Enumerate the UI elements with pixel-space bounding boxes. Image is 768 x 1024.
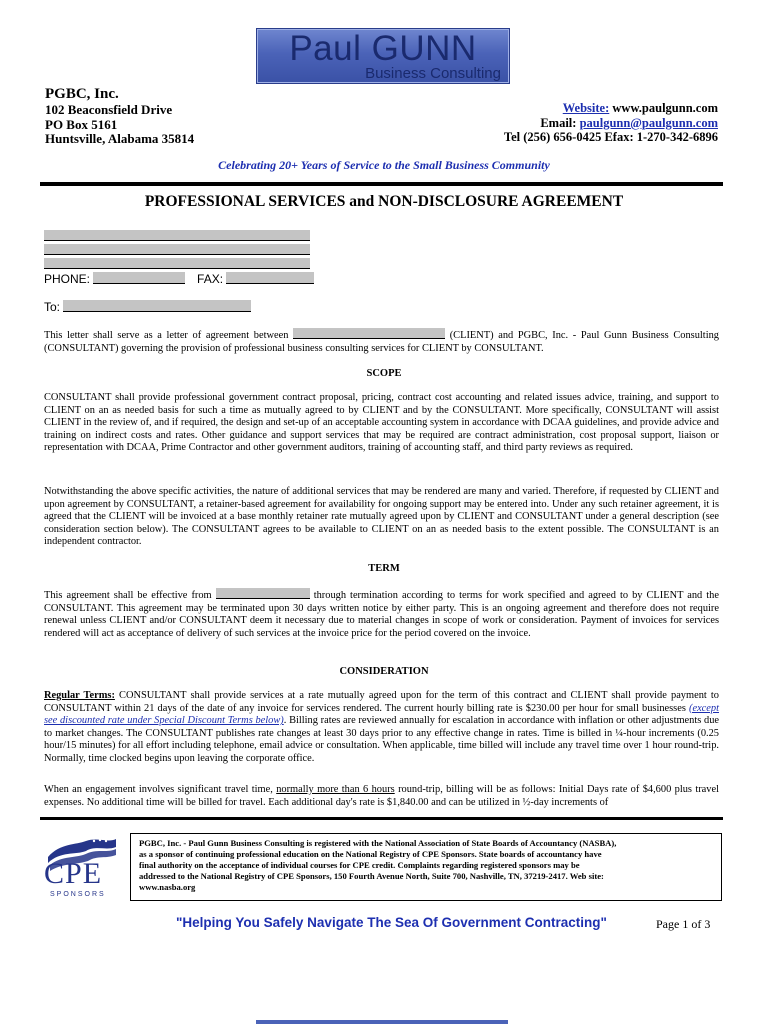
email-row — [504, 116, 718, 131]
travel-hours-underlined: normally more than 6 hours — [276, 784, 395, 795]
address-block — [45, 86, 194, 147]
scope-paragraph-1: CONSULTANT shall provide professional government contract proposal, pricing, contract cost accounting and related issues advice, training, and support to CLIENT on an as needed basis for such a time as mutually agreed to by CLIENT and by the CONSULTANT. More specifically, CONSULTANT will assist CLIENT in the review of, and if required, the design and set-up of an acceptable accounting system in accordance with DCAA guidelines, and provide advice and training on indirect costs and rates. Other guidance and support services that may be required are contract administration, cost proposal support, liaison or representation with DCAA, Prime Contractor and other government auditors, training of accounting staff, and third party reviews as required. — [44, 392, 719, 454]
phone-label: PHONE: — [44, 272, 91, 286]
website-link[interactable]: www.paulgunn.com — [612, 101, 718, 115]
address-line-3: Huntsville, Alabama 35814 — [45, 131, 195, 146]
website-label: Website: — [562, 101, 610, 115]
contact-block — [504, 101, 718, 145]
effective-date-field[interactable] — [216, 588, 310, 599]
website-row — [504, 101, 718, 116]
consideration-text-2b: round-trip, billing will be as follows: Initial Days rate of $4,600 plus travel expenses. No additional time will be billed for travel. Each additional day's rate is $1,840.00 and can be utilized in ½-day increments of — [44, 784, 719, 808]
phone-field[interactable] — [93, 272, 185, 284]
document-title: PROFESSIONAL SERVICES and NON-DISCLOSURE AGREEMENT — [144, 193, 624, 210]
term-paragraph — [44, 588, 719, 640]
consideration-paragraph-2 — [44, 784, 719, 809]
intro-paragraph — [44, 328, 719, 355]
to-label: To: — [44, 300, 61, 314]
email-link[interactable]: paulgunn@paulgunn.com — [579, 115, 718, 130]
footer-divider — [40, 817, 723, 820]
header-divider — [40, 182, 723, 186]
consideration-text-1a: CONSULTANT shall provide services at a rate mutually agreed upon for the term of this contract and CLIENT shall provide payment to CONSULTANT within 21 days of the date of any invoice for services rendered. The current hourly billing rate is $230.00 per hour for small businesses — [44, 690, 719, 714]
client-name-field[interactable] — [44, 230, 310, 241]
intro-text-before: This letter shall serve as a letter of agreement between — [44, 330, 289, 341]
client-name-inline-field[interactable] — [293, 328, 445, 339]
consideration-paragraph-1 — [44, 690, 719, 766]
phone-fax-line — [44, 272, 314, 286]
company-name: PGBC, Inc. — [45, 86, 119, 102]
consideration-text-1b: . Billing rates are reviewed annually for escalation in accordance with inflation or other adjustments due to market changes. The CONSULTANT publishes rate changes at least 30 days prior to any effective change in rates. Time is billed in ¼-hour increments (0.25 hour/15 minutes) for all effort including telephone, email advice or consultation. When applicable, time billed will include any travel time over 1 hour round-trip. Normally, time clocked begins upon leaving the corporate office. — [44, 715, 720, 764]
footer-slogan: "Helping You Safely Navigate The Sea Of Government Contracting" — [176, 915, 607, 930]
fax-label: FAX: — [197, 272, 224, 286]
logo-main-text: Paul GUNN — [289, 29, 477, 68]
to-field[interactable] — [63, 300, 251, 312]
consideration-heading: CONSIDERATION — [339, 666, 429, 677]
phone-fax-row: Tel (256) 656-0425 Efax: 1-270-342-6896 — [503, 130, 718, 144]
to-line — [44, 300, 251, 314]
term-text-before: This agreement shall be effective from — [44, 590, 212, 601]
client-address-field-2[interactable] — [44, 258, 310, 269]
consideration-text-2a: When an engagement involves significant travel time, — [44, 784, 273, 795]
scope-heading: SCOPE — [366, 368, 402, 379]
address-line-2: PO Box 5161 — [45, 116, 118, 132]
page-number: Page 1 of 3 — [656, 917, 711, 931]
fax-field[interactable] — [226, 272, 314, 284]
tagline: Celebrating 20+ Years of Service to the Small Business Community — [218, 158, 550, 172]
cpe-logo-word: CPE — [44, 857, 103, 890]
cpe-logo-sub: SPONSORS — [50, 891, 106, 898]
email-label: Email: — [540, 115, 577, 130]
regular-terms-label: Regular Terms: — [44, 690, 115, 701]
logo-sub-text: Business Consulting — [365, 65, 501, 82]
scope-paragraph-2: Notwithstanding the above specific activities, the nature of additional services that may be rendered are many and varied. Therefore, if requested by CLIENT and upon agreement by CONSULTANT, a retainer-based agreement for availability for ongoing support may be entered into. Under any such retainer agreement, it is agreed that the CLIENT will be invoiced at a base monthly retainer rate mutually agreed upon by CLIENT and CONSULTANT under a general description (see consideration section below). The CONSULTANT agrees to be available to CLIENT on an as needed basis to the extent possible. The CONSULTANT is an independent contractor. — [44, 486, 719, 548]
cpe-sponsors-logo — [42, 833, 122, 903]
term-text-after: through termination according to terms for work specified and agreed to by CLIENT and the CONSULTANT. This agreement may be terminated upon 30 days written notice by either party. This is an ongoing agreement and therefore does not require renewal unless CLIENT and/or CONSULTANT deem it necessary due to material changes in scope of work or consideration. Payment of invoices for services rendered will act as acceptance of delivery of such services at the invoice price for the period covered on the invoice. — [44, 590, 719, 639]
intro-text-after: (CLIENT) and PGBC, Inc. - Paul Gunn Business Consulting (CONSULTANT) governing the provision of professional business consulting services for CLIENT by CONSULTANT. — [44, 330, 719, 354]
client-address-field-1[interactable] — [44, 244, 310, 255]
discount-terms-link[interactable]: (except see discounted rate under Special Discount Terms below) — [44, 702, 719, 727]
address-line-1: 102 Beaconsfield Drive — [45, 102, 173, 117]
term-heading: TERM — [368, 563, 400, 574]
company-logo — [256, 28, 510, 84]
next-page-logo-edge — [256, 1020, 508, 1024]
cpe-notice-text: PGBC, Inc. - Paul Gunn Business Consulting is registered with the National Association of State Boards of Accountancy (NASBA), as a sponsor of continuing professional education on the National Registry of CPE Sponsors. State boards of accountancy have final authority on the acceptance of individual courses for CPE credit. Complaints regarding registered sponsors may be addressed to the National Registry of CPE Sponsors, 150 Fourth Avenue North, Suite 700, Nashville, TN, 37219-2417. Web site: www.nasba.org — [139, 838, 617, 892]
